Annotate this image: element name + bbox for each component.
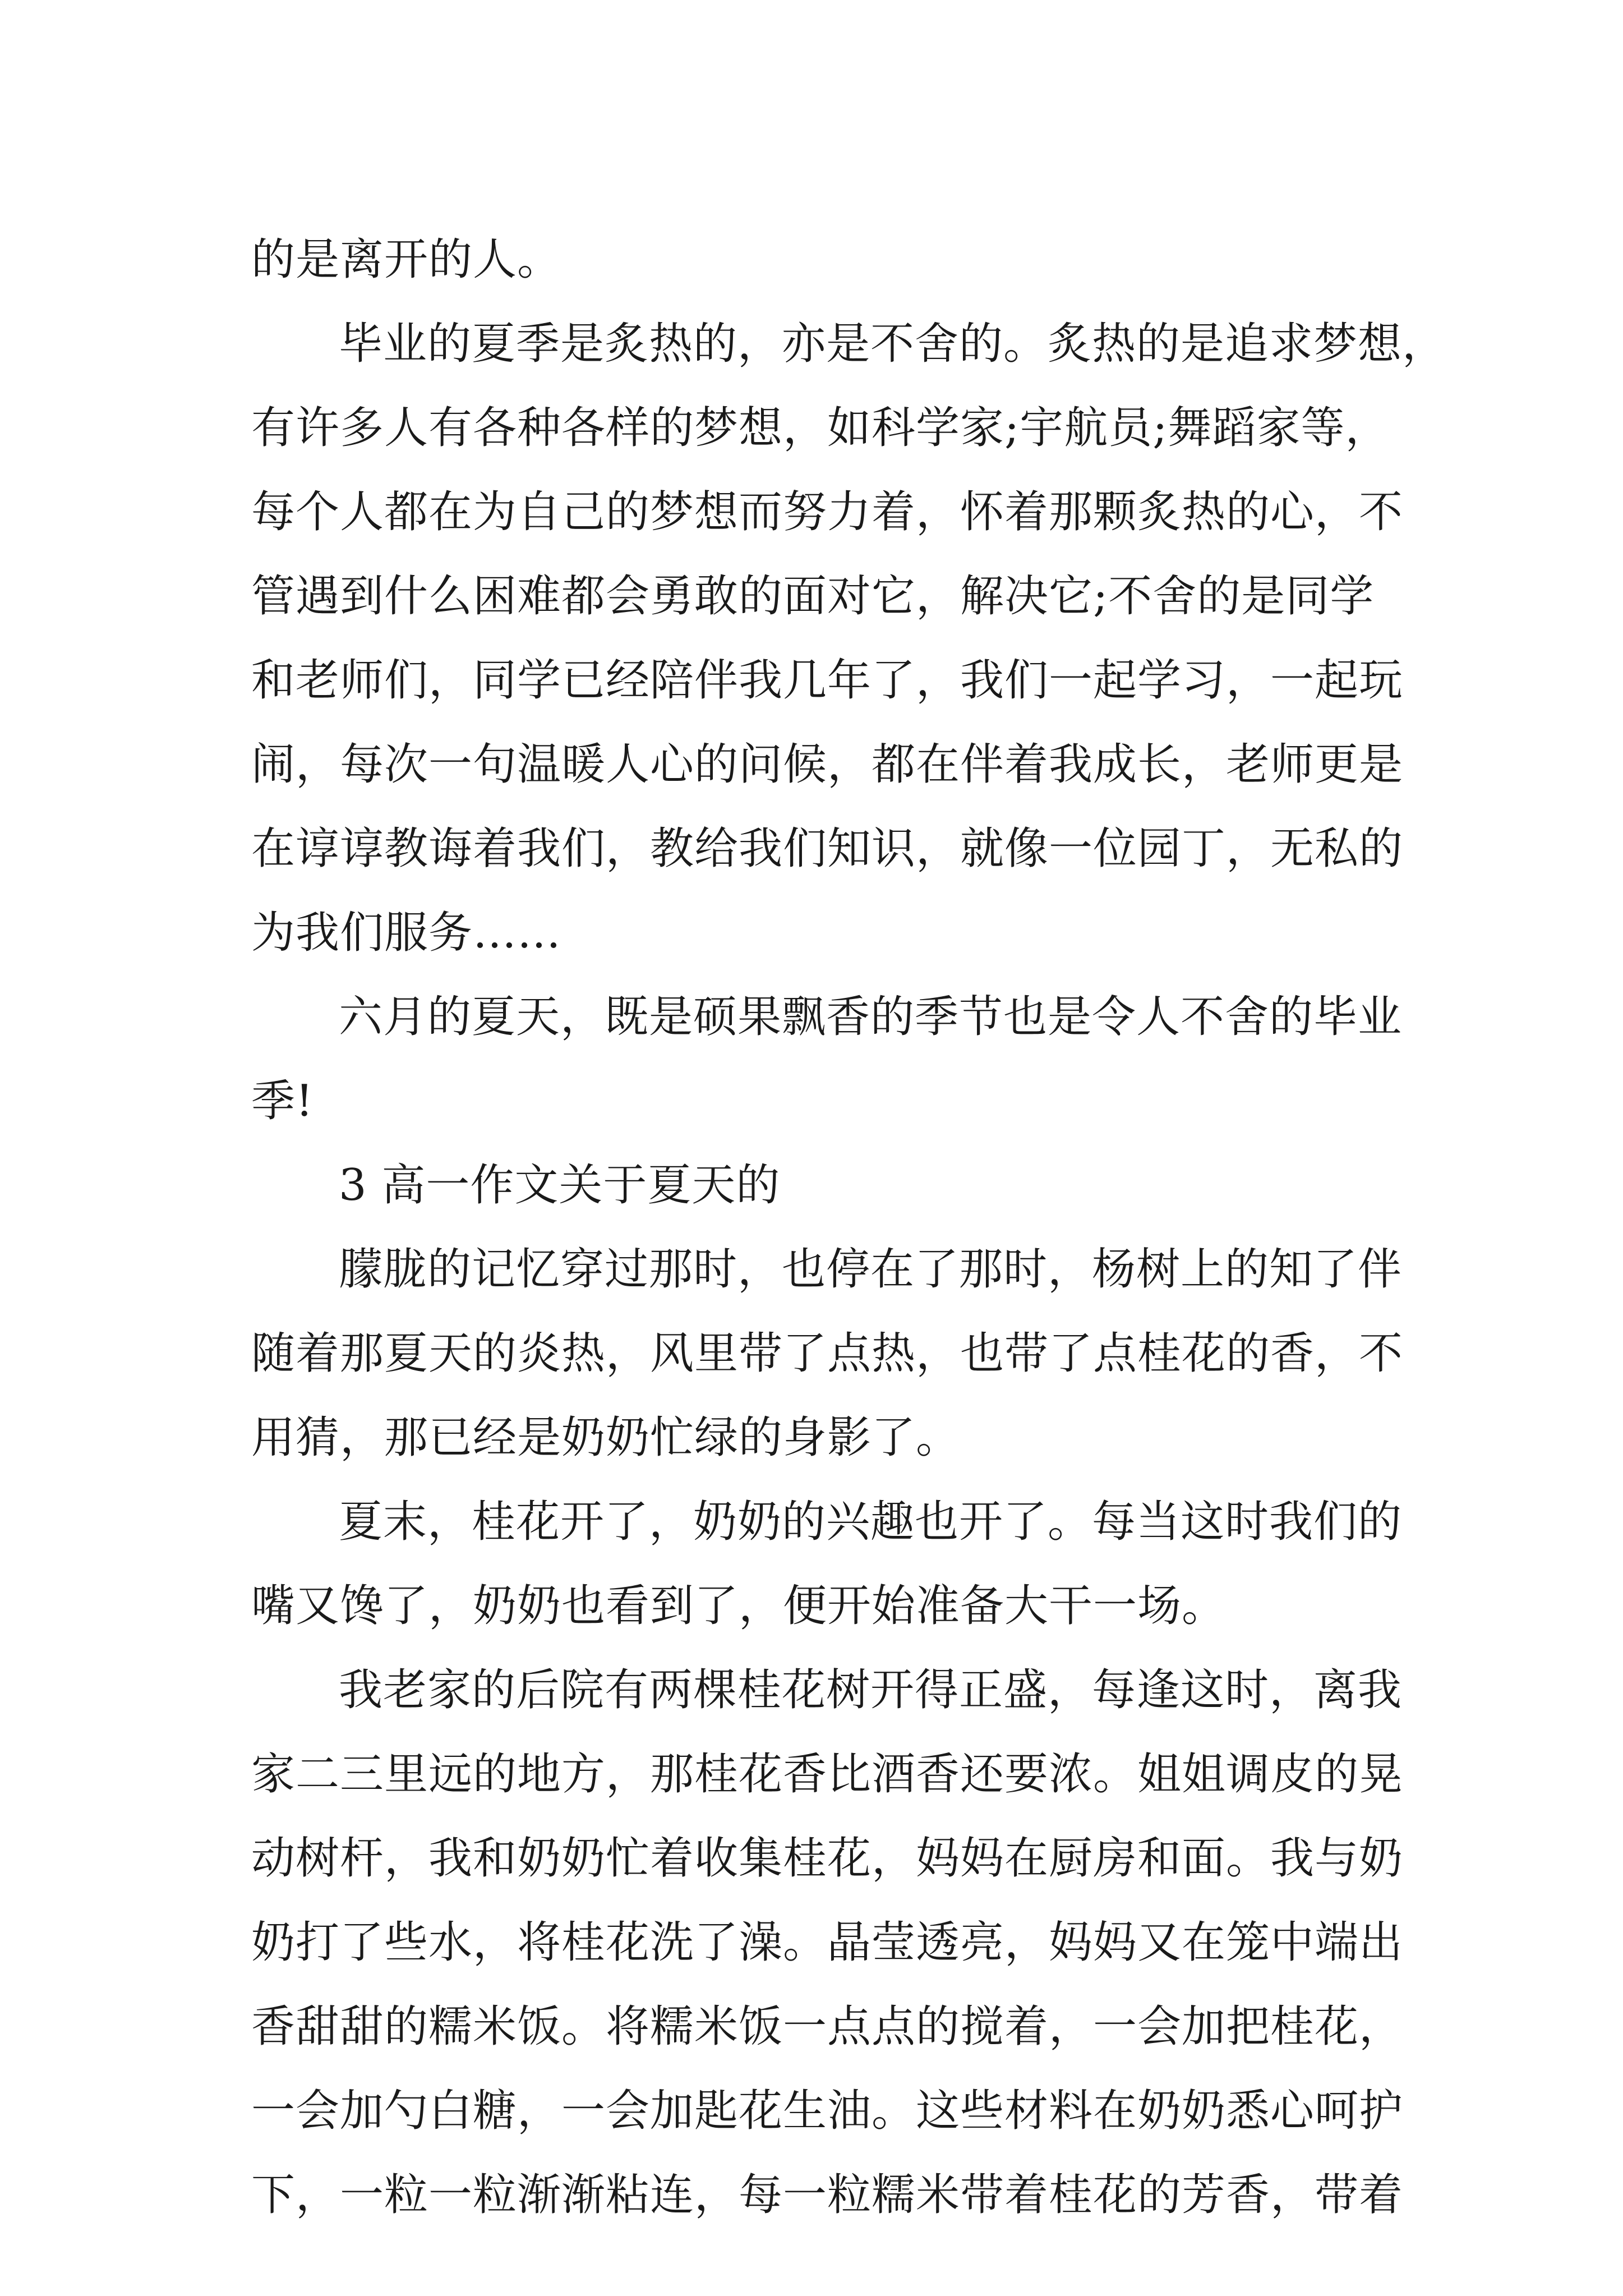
text-line: 管遇到什么困难都会勇敢的面对它，解决它;不舍的是同学	[251, 571, 1375, 622]
text-line: 香甜甜的糯米饭。将糯米饭一点点的搅着，一会加把桂花，	[251, 2001, 1404, 2052]
text-line: 和老师们，同学已经陪伴我几年了，我们一起学习，一起玩	[251, 655, 1404, 706]
text-line: 六月的夏天，既是硕果飘香的季节也是令人不舍的毕业	[339, 992, 1403, 1042]
text-line: 动树杆，我和奶奶忙着收集桂花，妈妈在厨房和面。我与奶	[251, 1833, 1404, 1884]
text-line: 季!	[251, 1076, 314, 1126]
text-line: 夏末，桂花开了，奶奶的兴趣也开了。每当这时我们的	[339, 1497, 1403, 1547]
text-line: 嘴又馋了，奶奶也看到了，便开始准备大干一场。	[251, 1581, 1227, 1631]
text-line: 家二三里远的地方，那桂花香比酒香还要浓。姐姐调皮的晃	[251, 1749, 1404, 1800]
text-line: 一会加勺白糖，一会加匙花生油。这些材料在奶奶悉心呵护	[251, 2086, 1404, 2136]
text-line: 我老家的后院有两棵桂花树开得正盛，每逢这时，离我	[339, 1665, 1403, 1715]
text-line: 奶打了些水，将桂花洗了澡。晶莹透亮，妈妈又在笼中端出	[251, 1917, 1404, 1968]
text-line: 用猜，那已经是奶奶忙绿的身影了。	[251, 1412, 961, 1463]
text-line: 下，一粒一粒渐渐粘连，每一粒糯米带着桂花的芳香，带着	[251, 2170, 1404, 2220]
text-line: 每个人都在为自己的梦想而努力着，怀着那颗炙热的心，不	[251, 487, 1404, 537]
text-line: 有许多人有各种各样的梦想，如科学家;宇航员;舞蹈家等，	[251, 403, 1390, 453]
section-heading: 3 高一作文关于夏天的	[339, 1160, 781, 1211]
text-line: 随着那夏天的炎热，风里带了点热，也带了点桂花的香，不	[251, 1328, 1404, 1379]
text-line: 闹，每次一句温暖人心的问候，都在伴着我成长，老师更是	[251, 739, 1404, 790]
text-line: 朦胧的记忆穿过那时，也停在了那时，杨树上的知了伴	[339, 1244, 1403, 1295]
text-line: 为我们服务……	[251, 908, 562, 958]
text-line: 的是离开的人。	[251, 234, 562, 285]
text-line: 毕业的夏季是炙热的，亦是不舍的。炙热的是追求梦想，	[339, 319, 1447, 369]
text-line: 在谆谆教诲着我们，教给我们知识，就像一位园丁，无私的	[251, 823, 1404, 874]
